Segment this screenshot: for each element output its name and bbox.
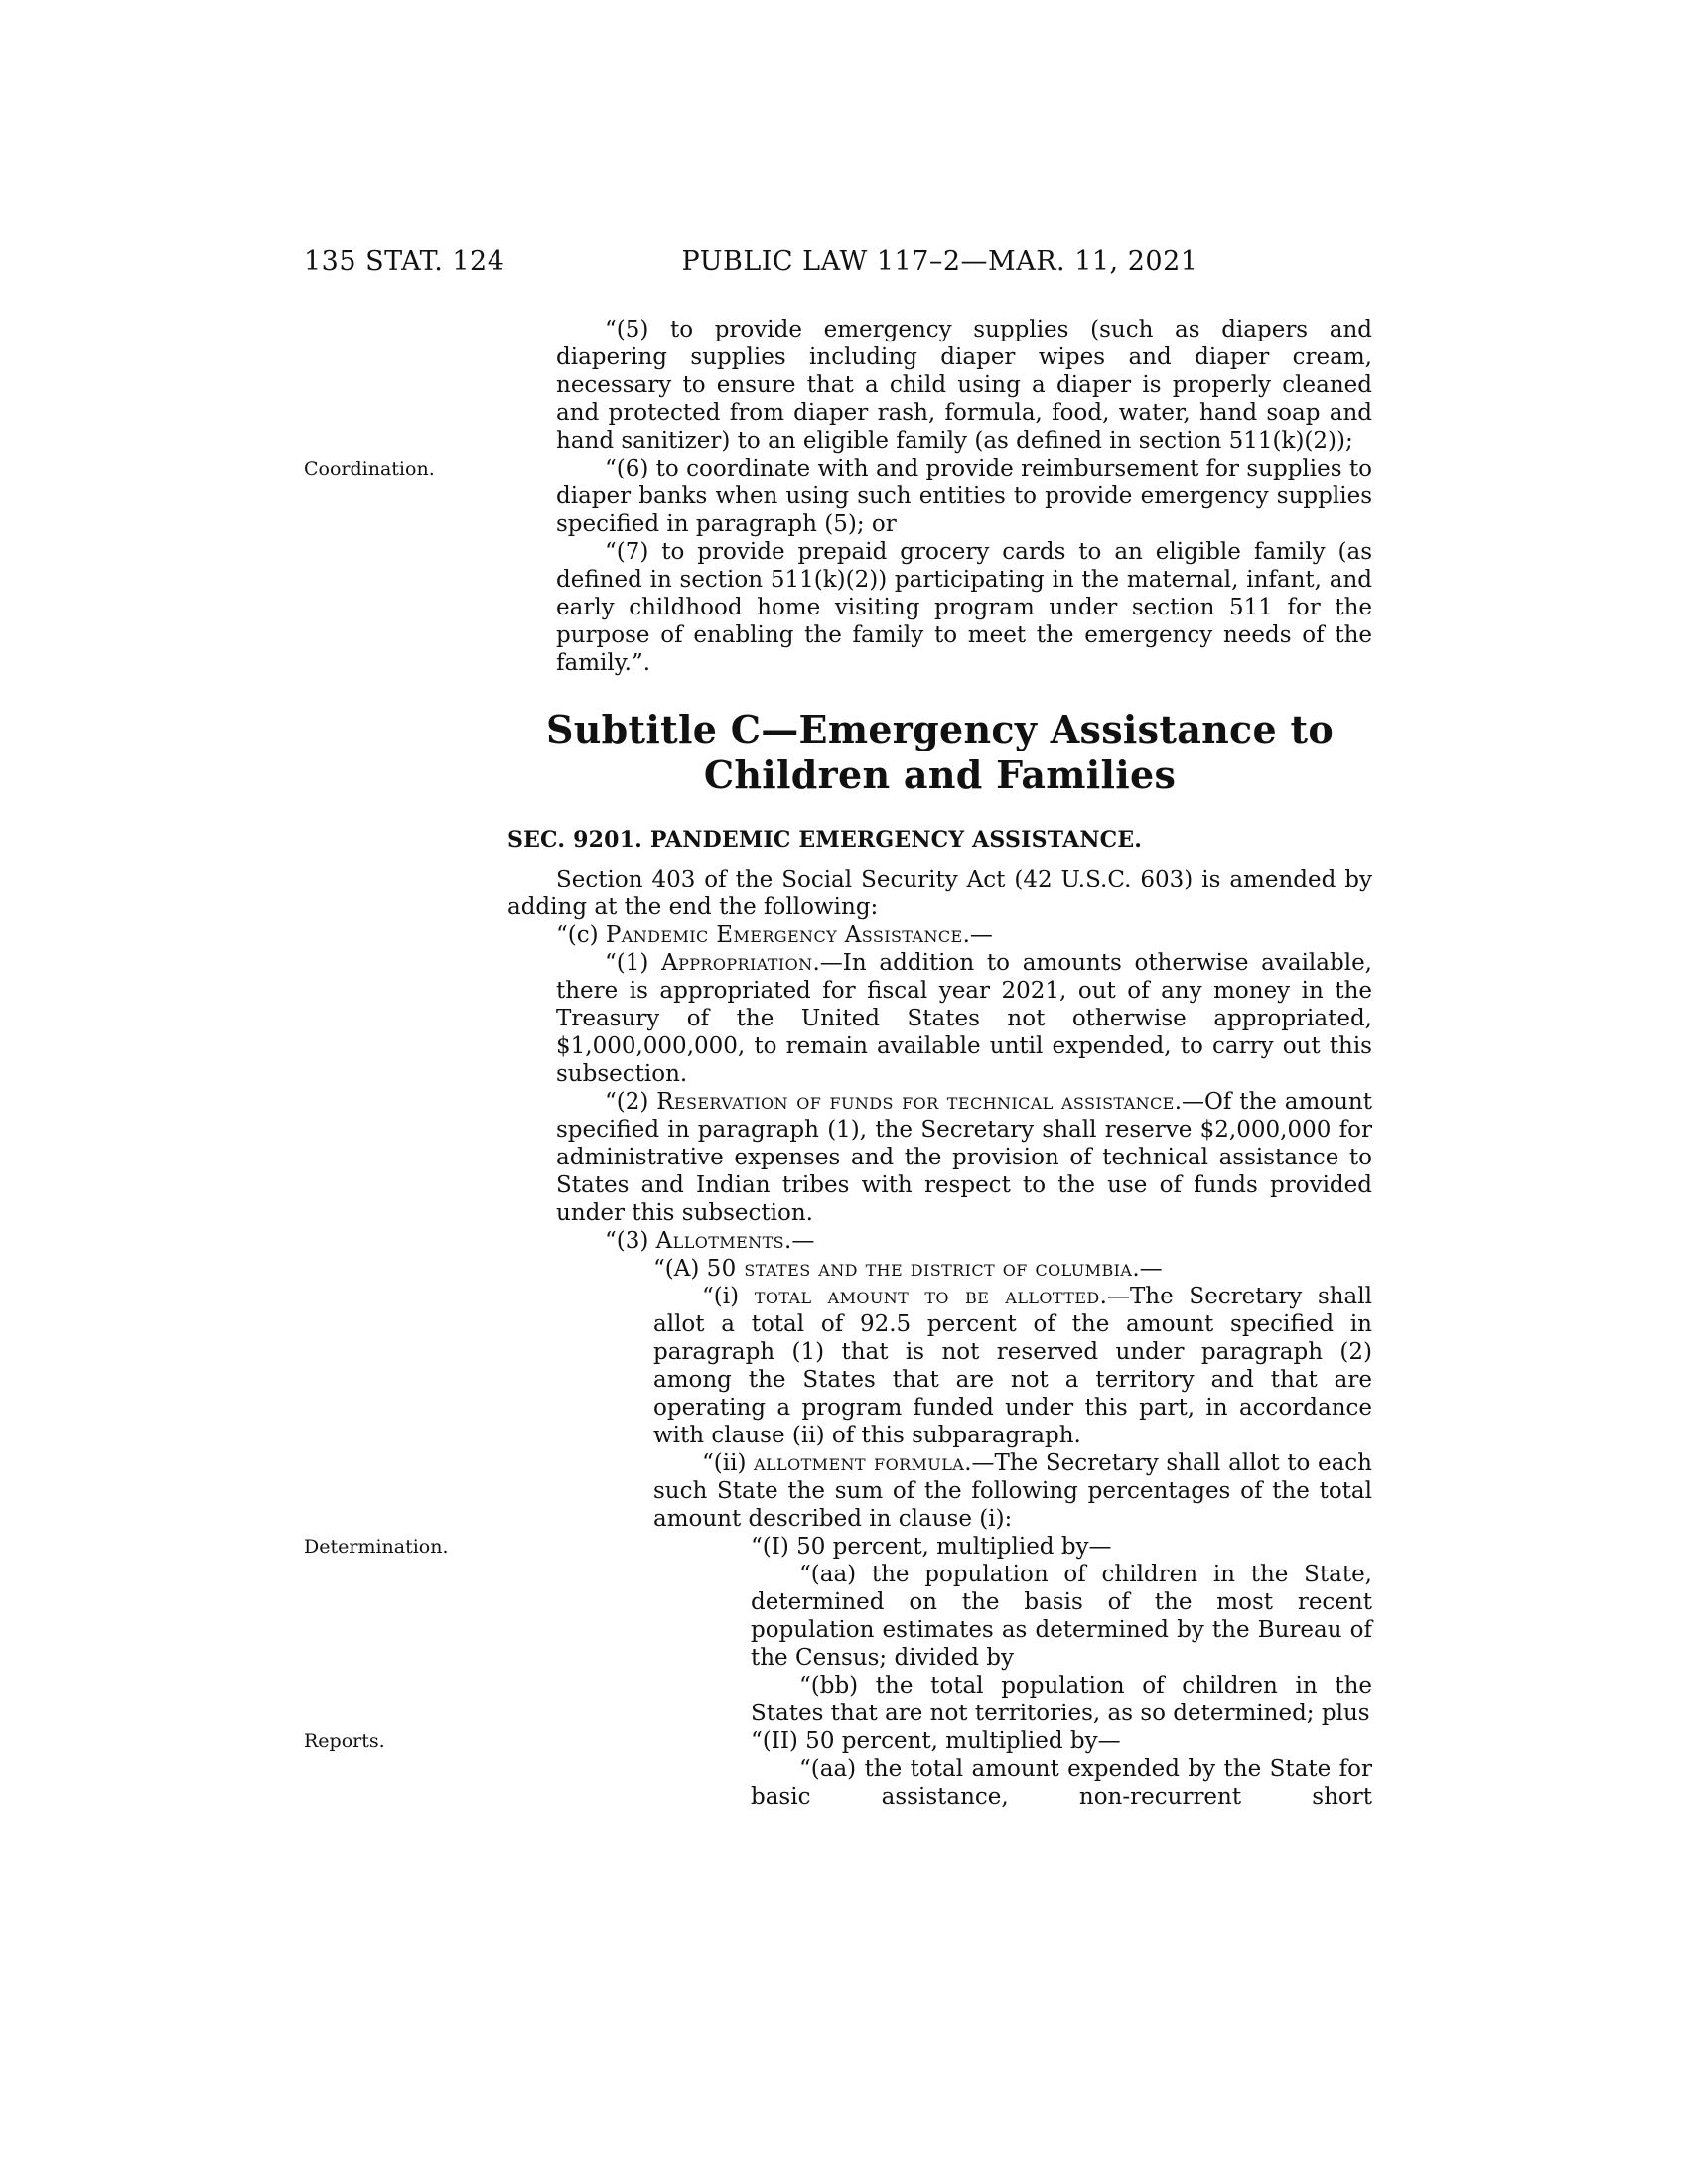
statute-paragraph (507, 1727, 1372, 1755)
paragraph-text: .— (1132, 1256, 1163, 1282)
margin-note: Reports. (304, 1730, 385, 1752)
paragraph-text: “(5) to provide emergency supplies (such as diapers and diapering supplies including diaper wipes and diaper cream, necessary to ensure that a child using a diaper is properly cleaned and protected from diaper rash, formula, food, water, hand soap and hand sanitizer) to an eligible family (as defined in section 511(k)(2)); (556, 317, 1372, 454)
section-heading: SEC. 9201. PANDEMIC EMERGENCY ASSISTANCE. (507, 827, 1143, 853)
statute-paragraph (507, 538, 1372, 677)
statute-paragraph (507, 1533, 1372, 1561)
statute-paragraph (507, 1672, 1372, 1727)
paragraph-text: “(2) (605, 1089, 657, 1115)
small-caps-heading-text: Allotments (655, 1228, 785, 1254)
law-header: PUBLIC LAW 117–2—MAR. 11, 2021 (681, 246, 1198, 277)
paragraph-text: “(aa) the total amount expended by the State for basic assistance, non-recurrent short (751, 1756, 1372, 1810)
statute-paragraph (507, 1227, 1372, 1255)
small-caps-heading-text: allotment formula (754, 1450, 965, 1476)
paragraph-text: .— (962, 922, 993, 948)
paragraph-text: “(A) (653, 1256, 707, 1282)
statute-paragraph (507, 1449, 1372, 1533)
paragraph-text: “(7) to provide prepaid grocery cards to an eligible family (as defined in section 511(k)(2)) participating in the maternal, infant, and early childhood home visiting program under section 511 for the purpose of enabling the family to meet the emergency needs of the family.”. (556, 539, 1372, 676)
paragraph-text: “(6) to coordinate with and provide reimbursement for supplies to diaper banks when using such entities to provide emergency supplies specified in paragraph (5); or (556, 456, 1372, 537)
paragraph-text: “(i) (702, 1284, 755, 1309)
paragraph-text: “(bb) the total population of children in the States that are not territories, as so determined; plus (751, 1673, 1372, 1726)
paragraph-text: .—The Secretary shall allot a total of 92.5 percent of the amount specified in paragraph (1) that is not reserved under paragraph (2) among the States that are not a territory and that are operating a program funded under this part, in accordance with clause (ii) of this subparagraph. (653, 1284, 1372, 1448)
paragraph-text: “(ii) (702, 1450, 755, 1476)
statute-paragraph (507, 866, 1372, 921)
statute-paragraph (507, 921, 1372, 949)
statute-paragraph (507, 1755, 1372, 1811)
paragraph-text: “(3) (605, 1228, 656, 1254)
small-caps-heading-text: Appropriation (661, 950, 813, 976)
statute-paragraph (507, 1561, 1372, 1672)
paragraph-text: Section 403 of the Social Security Act (42 U.S.C. 603) is amended by adding at the end the following: (507, 867, 1372, 920)
paragraph-text: “(aa) the population of children in the State, determined on the basis of the most recent population estimates as determined by the Bureau of the Census; divided by (751, 1562, 1372, 1671)
stat-page-number: 135 STAT. 124 (304, 246, 505, 277)
subtitle-heading: Subtitle C—Emergency Assistance to Children and Families (545, 707, 1334, 797)
small-caps-heading-text: 50 states and the district of columbia (706, 1256, 1133, 1282)
statute-paragraph (507, 455, 1372, 538)
document-body (507, 316, 1372, 1811)
paragraph-text: “(1) (605, 950, 662, 976)
statute-paragraph (507, 949, 1372, 1088)
paragraph-text: “(c) (556, 922, 606, 948)
paragraph-text: “(II) 50 percent, multiplied by— (751, 1728, 1121, 1754)
paragraph-text: .—Of the amount specified in paragraph (1), the Secretary shall reserve $2,000,000 for administrative expenses and the provision of technical assistance to States and Indian tribes with respect to the use of funds provided under this subsection. (556, 1089, 1372, 1226)
small-caps-heading-text: total amount to be allotted (754, 1284, 1100, 1309)
statute-paragraph (507, 316, 1372, 455)
paragraph-text: .—In addition to amounts otherwise available, there is appropriated for fiscal year 2021, out of any money in the Treasury of the United States not otherwise appropriated, $1,000,000,000, to remain available until expended, to carry out this subsection. (556, 950, 1372, 1087)
statute-paragraph (507, 1283, 1372, 1449)
small-caps-heading-text: Pandemic Emergency Assistance (605, 922, 963, 948)
statute-paragraph (507, 1088, 1372, 1227)
margin-note: Coordination. (304, 458, 435, 479)
small-caps-heading-text: Reservation of funds for technical assistance (656, 1089, 1175, 1115)
paragraph-text: .—The Secretary shall allot to each such State the sum of the following percentages of the total amount described in clause (i): (653, 1450, 1372, 1532)
margin-note: Determination. (304, 1536, 449, 1558)
paragraph-text: .— (784, 1228, 815, 1254)
paragraph-text: “(I) 50 percent, multiplied by— (751, 1534, 1112, 1560)
statute-paragraph (507, 1255, 1372, 1283)
